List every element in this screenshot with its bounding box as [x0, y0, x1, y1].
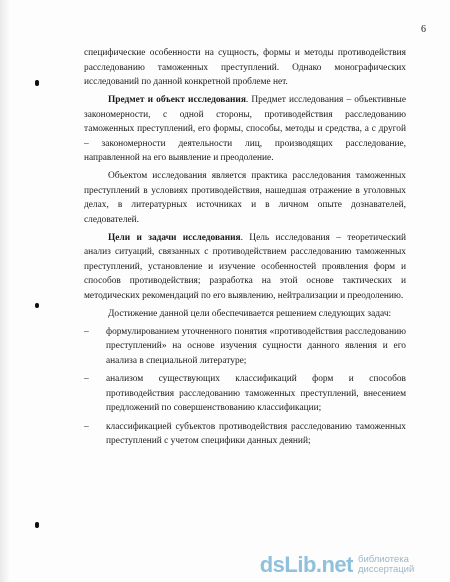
binding-hole-mark	[35, 522, 39, 528]
site-watermark[interactable]	[260, 554, 440, 576]
binding-hole-mark	[35, 80, 39, 86]
paragraph-text: Достижение данной цели обеспечивается решением следующих задач:	[108, 308, 392, 319]
page-number: 6	[421, 24, 426, 35]
scan-edge-shadow	[0, 0, 10, 582]
list-item	[84, 372, 406, 416]
paragraph-heading: Предмет и объект исследования	[108, 95, 246, 105]
tasks-list	[84, 325, 406, 449]
list-item	[84, 325, 406, 369]
list-item	[84, 420, 406, 449]
paragraph-text: . Цель исследования – теоретический анализ ситуаций, связанных с противодействием расследованию таможенных преступлений, установление и изучение особенностей проявления форм и способов противодействия; разработка на этой основе тактических и методических рекомендаций по его выявлению, нейтрализации и преодолению.	[84, 232, 407, 301]
watermark-subtitle: библиотека диссертаций	[358, 554, 415, 575]
paragraph-object	[84, 169, 406, 227]
paragraph-text: . Предмет исследования – объективные закономерности, с одной стороны, противодействия расследованию таможенных преступлений, его формы, способы, методы и средства, а с другой – закономерности деятельности лиц, производящих расследование, направленной на его выявление и преодоление.	[84, 95, 406, 163]
list-dash: –	[84, 326, 89, 337]
paragraph-text: специфические особенности на сущность, формы и методы противодействия расследованию таможенных преступлений. Однако монографических исследований по данной конкретной проблеме нет.	[84, 48, 406, 87]
watermark-logo[interactable]: dsLib.net	[259, 552, 353, 577]
paragraph-heading: Цели и задачи исследования	[108, 232, 241, 243]
paragraph-tasks-intro	[84, 307, 406, 322]
paragraph-subject-object	[84, 93, 406, 166]
list-dash: –	[84, 374, 89, 384]
paragraph-intro	[84, 46, 406, 90]
binding-hole-mark	[35, 303, 39, 308]
list-item-text: классификацией субъектов противодействия расследованию таможенных преступлений с учетом специфики данных деяний;	[106, 421, 406, 446]
body-text	[84, 46, 406, 453]
list-item-text: формулированием уточненного понятия «противодействия расследованию преступлений» на основе изучения сущности данного явления и его анализа в специальной литературе;	[106, 326, 406, 366]
paragraph-text: Объектом исследования является практика расследования таможенных преступлений в условиях противодействия, нашедшая отражение в уголовных делах, в литературных источниках и в личном опыте дознавателей, следователей.	[84, 171, 406, 225]
list-dash: –	[84, 421, 89, 432]
paragraph-goals	[84, 231, 406, 304]
list-item-text: анализом существующих классификаций форм и способов противодействия расследованию таможенных преступлений, внесением предложений по совершенствованию классификации;	[106, 374, 406, 413]
